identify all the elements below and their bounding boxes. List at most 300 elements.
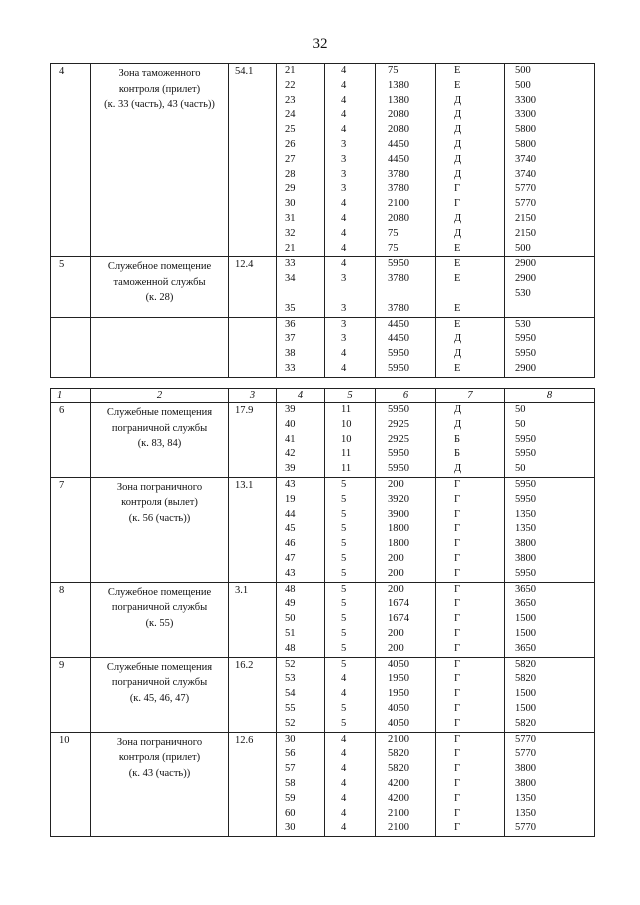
header-cell: 2 [91,389,229,403]
cell-point-number: 39 [285,404,296,415]
column-point-number [277,657,325,732]
cell-point-number: 52 [285,717,296,729]
cell-category: Д [454,153,462,165]
cell-coordinate-x: 200 [388,478,404,490]
cell-count: 4 [341,688,347,700]
cell-count: 4 [341,792,347,804]
cell-point-number: 48 [285,642,296,654]
cell-coordinate-y: 3650 [515,583,536,595]
column-coordinate-y [505,64,595,257]
cell-count: 5 [341,493,347,505]
column-coordinate-y [505,732,595,837]
zone-name-line: Служебные помещения [106,407,213,418]
cell-coordinate-y: 1350 [515,508,536,520]
cell-coordinate-x: 200 [388,567,404,579]
cell-coordinate-y: 2900 [515,258,536,270]
cell-count: 3 [341,153,347,165]
cell-coordinate-x: 5950 [388,463,409,475]
column-point-number [277,257,325,317]
cell-point-number: 24 [285,109,296,121]
cell-count: 5 [341,478,347,490]
cell-coordinate-y: 3740 [515,168,536,180]
zone-area: 16.2 [229,657,277,732]
cell-count: 3 [341,168,347,180]
cell-coordinate-y: 3300 [515,109,536,121]
column-coordinate-x [376,403,436,478]
cell-coordinate-x: 4450 [388,138,409,150]
cell-count: 4 [341,227,347,239]
cell-coordinate-y: 1350 [515,523,536,535]
column-coordinate-y [505,477,595,582]
zone-name-line: пограничной службы [111,602,208,614]
zone-name-line: пограничной службы [111,422,208,434]
zone-name [91,477,229,582]
column-category [436,64,505,257]
cell-coordinate-x: 4450 [388,318,409,330]
cell-category: Г [454,792,461,804]
cell-category: Д [454,418,462,430]
cell-category: Г [454,658,461,670]
cell-coordinate-x: 1950 [388,673,409,685]
zone-name [91,317,229,377]
cell-point-number: 50 [285,613,296,625]
cell-coordinate-y: 5950 [515,448,536,460]
cell-count: 5 [341,598,347,610]
column-category [436,582,505,657]
cell-point-number: 23 [285,94,296,106]
table-border-zones [50,388,595,837]
table-row [51,657,595,732]
cell-category: Г [454,688,461,700]
zone-name-line: (к. 83, 84) [137,438,182,449]
cell-coordinate-y: 3800 [515,777,536,789]
cell-count: 4 [341,673,347,685]
column-coordinate-x [376,64,436,257]
cell-count: 4 [341,109,347,121]
cell-coordinate-x: 2080 [388,212,409,224]
cell-coordinate-x: 2100 [388,198,409,210]
cell-coordinate-x: 2080 [388,109,409,121]
cell-coordinate-y: 3740 [515,153,536,165]
cell-category: Д [454,227,462,239]
cell-count: 4 [341,212,347,224]
cell-coordinate-y: 5950 [515,333,536,345]
column-coordinate-x [376,317,436,377]
cell-coordinate-y: 1350 [515,792,536,804]
zone-number: 8 [51,582,91,657]
cell-category: Е [454,302,461,314]
cell-point-number: 49 [285,598,296,610]
cell-coordinate-x: 2080 [388,124,409,136]
cell-coordinate-x: 4050 [388,717,409,729]
cell-count: 4 [341,198,347,210]
column-coordinate-x [376,732,436,837]
zone-area: 12.4 [229,257,277,317]
zone-name [91,403,229,478]
cell-count: 4 [341,822,347,834]
cell-category: Г [454,478,461,490]
cell-coordinate-y: 5800 [515,124,536,136]
cell-point-number: 59 [285,792,296,804]
cell-coordinate-x: 4200 [388,777,409,789]
cell-category: Д [454,404,462,415]
cell-coordinate-x: 200 [388,642,404,654]
cell-point-number: 47 [285,552,296,564]
cell-count: 4 [341,807,347,819]
cell-coordinate-y: 3800 [515,538,536,550]
cell-category: Е [454,79,461,91]
column-count [325,317,376,377]
zone-number: 10 [51,732,91,837]
cell-coordinate-y: 3650 [515,598,536,610]
cell-point-number: 43 [285,478,296,490]
column-point-number [277,403,325,478]
zone-area: 54.1 [229,64,277,257]
column-category [436,657,505,732]
cell-category: Г [454,733,461,745]
cell-category: Е [454,273,461,285]
cell-coordinate-x: 200 [388,552,404,564]
cell-coordinate-x: 3780 [388,302,409,314]
zone-name-line: контроля (вылет) [121,497,198,509]
cell-coordinate-x: 5950 [388,404,409,415]
cell-coordinate-x: 4050 [388,658,409,670]
cell-coordinate-y: 5800 [515,138,536,150]
column-count [325,403,376,478]
cell-coordinate-y: 1350 [515,807,536,819]
cell-coordinate-y: 1500 [515,627,536,639]
cell-point-number: 19 [285,493,296,505]
cell-coordinate-x: 2100 [388,733,409,745]
cell-coordinate-y: 3800 [515,763,536,775]
column-point-number [277,64,325,257]
cell-point-number: 36 [285,318,296,330]
cell-point-number: 28 [285,168,296,180]
cell-coordinate-y: 50 [515,418,526,430]
cell-coordinate-y: 500 [515,79,531,91]
cell-category: Г [454,508,461,520]
column-coordinate-x [376,257,436,317]
header-cell: 3 [229,389,277,403]
cell-count: 4 [341,733,347,745]
column-point-number [277,732,325,837]
cell-count: 4 [341,763,347,775]
cell-coordinate-x: 3900 [388,508,409,520]
cell-coordinate-x: 1674 [388,613,409,625]
cell-coordinate-x: 75 [388,65,399,76]
cell-coordinate-y: 2900 [515,362,536,374]
cell-category [436,287,504,302]
cell-coordinate-y: 1500 [515,688,536,700]
cell-category: Д [454,168,462,180]
cell-coordinate-x: 200 [388,583,404,595]
zone-name [91,257,229,317]
table-row [51,257,595,317]
cell-coordinate-y: 5950 [515,348,536,360]
zone-name-line: (к. 56 (часть)) [128,512,191,524]
cell-coordinate-x: 4450 [388,153,409,165]
cell-category: Г [454,567,461,579]
cell-coordinate-x: 3920 [388,493,409,505]
cell-category: Д [454,94,462,106]
zone-number: 4 [51,64,91,257]
cell-category: Е [454,65,461,76]
cell-count: 3 [341,302,347,314]
zone-name-line: (к. 55) [145,617,174,629]
zone-name-line: Зона таможенного [118,68,201,79]
cell-point-number: 26 [285,138,296,150]
zone-number: 7 [51,477,91,582]
column-point-number [277,317,325,377]
cell-count [325,287,375,302]
cell-count: 4 [341,748,347,760]
cell-category: Г [454,538,461,550]
cell-count: 4 [341,65,347,76]
cell-category: Г [454,763,461,775]
cell-count: 10 [341,433,352,445]
column-count [325,477,376,582]
zone-name-line: Служебное помещение [107,261,212,273]
cell-coordinate-y: 5950 [515,567,536,579]
header-cell: 6 [376,389,436,403]
cell-coordinate-x: 75 [388,227,399,239]
cell-point-number: 34 [285,273,296,285]
cell-category: Д [454,348,462,360]
table-row [51,317,595,377]
cell-coordinate-x: 2100 [388,822,409,834]
zone-name-line: контроля (прилет) [118,83,201,95]
header-cell: 7 [436,389,505,403]
column-coordinate-y [505,403,595,478]
cell-coordinate-x: 1380 [388,94,409,106]
cell-point-number: 42 [285,448,296,460]
zone-name-line: Зона пограничного [116,736,203,748]
zone-area: 12.6 [229,732,277,837]
zone-name-line: таможенной службы [113,276,206,288]
column-coordinate-y [505,582,595,657]
cell-point-number: 46 [285,538,296,550]
column-count [325,657,376,732]
cell-point-number: 41 [285,433,296,445]
cell-coordinate-y: 500 [515,242,531,254]
cell-count: 5 [341,583,347,595]
table-row [51,582,595,657]
cell-coordinate-x [376,287,435,302]
column-category [436,317,505,377]
header-cell: 8 [505,389,595,403]
cell-category: Д [454,124,462,136]
cell-coordinate-x: 3780 [388,183,409,195]
cell-count: 4 [341,362,347,374]
page-number: 32 [312,36,328,52]
cell-coordinate-x: 75 [388,242,399,254]
zone-name-line: (к. 45, 46, 47) [129,692,190,704]
cell-count: 5 [341,642,347,654]
cell-coordinate-x: 2925 [388,418,409,430]
zone-name-line: (к. 43 (часть)) [128,767,191,779]
cell-coordinate-y: 3800 [515,552,536,564]
cell-category: Г [454,198,461,210]
cell-point-number: 35 [285,302,296,314]
table-customs-zones [50,63,595,378]
cell-coordinate-x: 5950 [388,258,409,270]
column-point-number [277,477,325,582]
cell-count: 5 [341,538,347,550]
cell-category: Д [454,212,462,224]
cell-coordinate-x: 1800 [388,523,409,535]
table-row [51,732,595,837]
column-point-number [277,582,325,657]
cell-category: Г [454,822,461,834]
zone-number: 6 [51,403,91,478]
cell-point-number: 37 [285,333,296,345]
column-count [325,732,376,837]
cell-category: Г [454,183,461,195]
cell-point-number: 30 [285,733,296,745]
zone-number: 5 [51,257,91,317]
zone-name-line: контроля (прилет) [118,752,201,764]
cell-coordinate-x: 1674 [388,598,409,610]
cell-coordinate-y: 1500 [515,613,536,625]
cell-coordinate-x: 4450 [388,333,409,345]
zone-name-line: Служебное помещение [107,586,212,598]
cell-point-number: 54 [285,688,296,700]
cell-point-number: 53 [285,673,296,685]
cell-category: Г [454,673,461,685]
cell-coordinate-x: 5950 [388,448,409,460]
cell-category: Д [454,138,462,150]
cell-count: 5 [341,613,347,625]
zone-name-line: (к. 28) [145,292,174,304]
cell-category: Г [454,583,461,595]
cell-category: Г [454,598,461,610]
cell-coordinate-y: 5770 [515,183,536,195]
cell-count: 4 [341,79,347,91]
cell-count: 5 [341,717,347,729]
cell-category: Г [454,748,461,760]
cell-category: Г [454,807,461,819]
cell-category: Г [454,717,461,729]
cell-category: Д [454,109,462,121]
cell-category: Е [454,258,461,270]
cell-coordinate-x: 1950 [388,688,409,700]
zone-area [229,317,277,377]
cell-category: Е [454,242,461,254]
cell-coordinate-y: 2150 [515,227,536,239]
cell-point-number: 33 [285,362,296,374]
cell-coordinate-y: 5770 [515,822,536,834]
cell-coordinate-y: 5950 [515,433,536,445]
zone-name-line: (к. 33 (часть), 43 (часть)) [104,99,215,110]
cell-point-number: 30 [285,198,296,210]
cell-coordinate-x: 5950 [388,362,409,374]
cell-point-number: 60 [285,807,296,819]
cell-coordinate-y: 5820 [515,658,536,670]
cell-category: Г [454,642,461,654]
cell-point-number: 48 [285,583,296,595]
column-coordinate-y [505,317,595,377]
cell-point-number: 29 [285,183,296,195]
cell-coordinate-y: 5950 [515,493,536,505]
column-coordinate-x [376,582,436,657]
cell-point-number: 30 [285,822,296,834]
column-category [436,257,505,317]
cell-coordinate-x: 3780 [388,168,409,180]
cell-coordinate-x: 5820 [388,763,409,775]
cell-point-number: 22 [285,79,296,91]
cell-point-number: 25 [285,124,296,136]
cell-coordinate-x: 2100 [388,807,409,819]
cell-coordinate-y: 2150 [515,212,536,224]
zone-number [51,317,91,377]
cell-coordinate-y: 500 [515,65,531,76]
cell-point-number: 21 [285,65,296,76]
column-coordinate-y [505,257,595,317]
cell-coordinate-x: 200 [388,627,404,639]
column-count [325,582,376,657]
zone-name [91,732,229,837]
cell-count: 11 [341,448,352,460]
cell-category: Б [454,448,461,460]
cell-point-number: 31 [285,212,296,224]
cell-count: 5 [341,508,347,520]
cell-point-number: 38 [285,348,296,360]
table-row [51,403,595,478]
zone-name-line: Зона пограничного [116,481,203,493]
column-category [436,732,505,837]
cell-count: 5 [341,567,347,579]
cell-coordinate-y: 5770 [515,733,536,745]
cell-point-number: 56 [285,748,296,760]
column-category [436,477,505,582]
cell-count: 4 [341,124,347,136]
cell-category: Е [454,318,461,330]
zone-name [91,582,229,657]
cell-category: Г [454,552,461,564]
cell-coordinate-x: 2925 [388,433,409,445]
cell-count: 11 [341,463,352,475]
cell-point-number: 43 [285,567,296,579]
cell-coordinate-x: 5950 [388,348,409,360]
cell-coordinate-y: 5820 [515,673,536,685]
cell-point-number: 58 [285,777,296,789]
cell-point-number: 21 [285,242,296,254]
cell-coordinate-x: 4200 [388,792,409,804]
cell-category: Г [454,777,461,789]
cell-count: 4 [341,242,347,254]
zone-area: 13.1 [229,477,277,582]
cell-count: 3 [341,333,347,345]
zone-name-line: Служебные помещения [106,661,213,673]
cell-count: 3 [341,183,347,195]
cell-point-number: 44 [285,508,296,520]
column-count [325,257,376,317]
cell-count: 11 [341,404,352,415]
cell-coordinate-y: 1500 [515,702,536,714]
cell-coordinate-y [505,302,594,317]
cell-category: Г [454,523,461,535]
cell-coordinate-x: 1800 [388,538,409,550]
cell-point-number: 27 [285,153,296,165]
column-coordinate-y [505,657,595,732]
cell-coordinate-y: 5770 [515,748,536,760]
cell-count: 5 [341,552,347,564]
cell-count: 5 [341,523,347,535]
cell-count: 3 [341,318,347,330]
cell-point-number: 52 [285,658,296,670]
cell-count: 5 [341,702,347,714]
zone-number: 9 [51,657,91,732]
